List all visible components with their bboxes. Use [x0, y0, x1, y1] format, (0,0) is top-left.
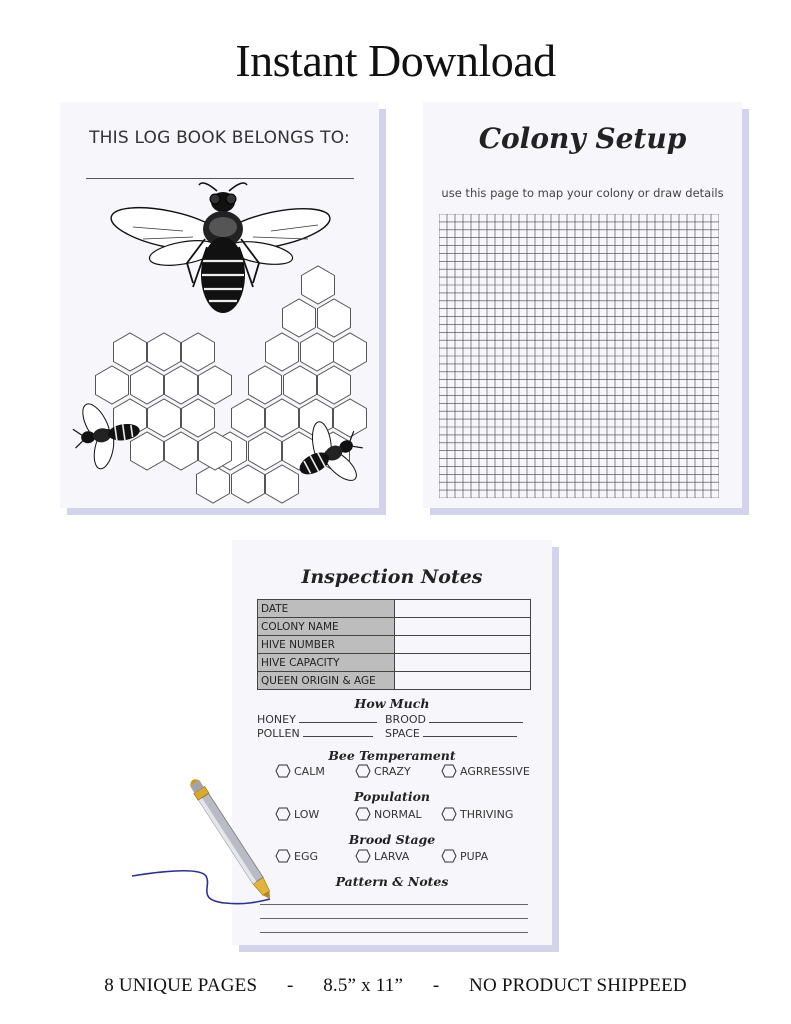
option-agrressive: [441, 764, 530, 778]
bee-illustrations: [60, 102, 379, 508]
hexagon-checkbox-icon: [355, 849, 371, 863]
hexagon-checkbox-icon: [441, 849, 457, 863]
table-row: [258, 654, 531, 672]
hexagon-checkbox-icon: [275, 849, 291, 863]
footer-separator: -: [432, 975, 440, 996]
brood-stage-heading: Brood Stage: [348, 832, 436, 847]
space-write-line: [423, 726, 517, 737]
row-label: HIVE NUMBER: [258, 636, 395, 654]
brood-field: [385, 712, 523, 726]
option-label: CRAZY: [374, 764, 411, 778]
option-label: PUPA: [460, 849, 489, 863]
space-label: SPACE: [385, 727, 420, 740]
how-much-heading: How Much: [354, 696, 430, 711]
footer-shipping: NO PRODUCT SHIPPEED: [469, 975, 687, 996]
option-larva: [355, 849, 409, 863]
row-label: DATE: [258, 600, 395, 618]
option-calm: [275, 764, 325, 778]
colony-setup-subtitle: use this page to map your colony or draw details: [441, 186, 724, 200]
honey-write-line: [299, 712, 377, 723]
belongs-to-page-preview: [60, 102, 379, 508]
large-bee-icon: [108, 183, 334, 313]
row-label: COLONY NAME: [258, 618, 395, 636]
hexagon-checkbox-icon: [441, 764, 457, 778]
row-label: HIVE CAPACITY: [258, 654, 395, 672]
colony-setup-page-preview: [423, 102, 742, 508]
brood-label: BROOD: [385, 713, 426, 726]
colony-setup-title: Colony Setup: [478, 122, 687, 155]
row-value: [395, 636, 531, 654]
table-row: [258, 618, 531, 636]
option-label: LARVA: [374, 849, 410, 863]
row-value: [395, 654, 531, 672]
brood-write-line: [429, 712, 523, 723]
small-bee-right-icon: [282, 407, 375, 503]
option-label: LOW: [294, 807, 320, 821]
option-low: [275, 807, 319, 821]
option-label: EGG: [294, 849, 318, 863]
grid-lines: [439, 214, 719, 498]
option-thriving: [441, 807, 513, 821]
table-row: [258, 636, 531, 654]
small-bee-left-icon: [69, 394, 144, 474]
notes-line: [260, 918, 528, 919]
headline: Instant Download: [235, 35, 556, 86]
hexagon-checkbox-icon: [441, 807, 457, 821]
table-row: [258, 672, 531, 690]
space-field: [385, 726, 517, 740]
option-pupa: [441, 849, 488, 863]
hexagon-checkbox-icon: [275, 807, 291, 821]
notes-line: [260, 904, 528, 905]
hexagon-checkbox-icon: [355, 807, 371, 821]
option-label: NORMAL: [374, 807, 422, 821]
option-egg: [275, 849, 318, 863]
option-label: CALM: [294, 764, 325, 778]
row-value: [395, 672, 531, 690]
pollen-label: POLLEN: [257, 727, 300, 740]
hexagon-checkbox-icon: [355, 764, 371, 778]
honey-label: HONEY: [257, 713, 296, 726]
option-crazy: [355, 764, 411, 778]
hexagon-checkbox-icon: [275, 764, 291, 778]
footer-pages: 8 UNIQUE PAGES: [104, 975, 258, 996]
option-normal: [355, 807, 422, 821]
row-value: [395, 600, 531, 618]
belongs-to-label: THIS LOG BOOK BELONGS TO:: [89, 128, 350, 148]
pollen-write-line: [303, 726, 373, 737]
inspection-notes-page-preview: [232, 540, 552, 945]
option-label: AGRRESSIVE: [460, 764, 530, 778]
pattern-notes-heading: Pattern & Notes: [335, 874, 449, 889]
row-value: [395, 618, 531, 636]
hive-info-table: [257, 599, 531, 690]
pollen-field: [257, 726, 373, 740]
population-heading: Population: [353, 789, 431, 804]
footer-size: 8.5” x 11”: [323, 975, 404, 996]
footer-info-bar: [0, 975, 791, 997]
notes-line: [260, 932, 528, 933]
option-label: THRIVING: [460, 807, 514, 821]
row-label: QUEEN ORIGIN & AGE: [258, 672, 395, 690]
inspection-notes-title: Inspection Notes: [301, 566, 483, 588]
bee-temperament-heading: Bee Temperament: [328, 748, 456, 763]
footer-separator: -: [286, 975, 294, 996]
honey-field: [257, 712, 377, 726]
drawing-grid: [439, 214, 719, 498]
table-row: [258, 600, 531, 618]
